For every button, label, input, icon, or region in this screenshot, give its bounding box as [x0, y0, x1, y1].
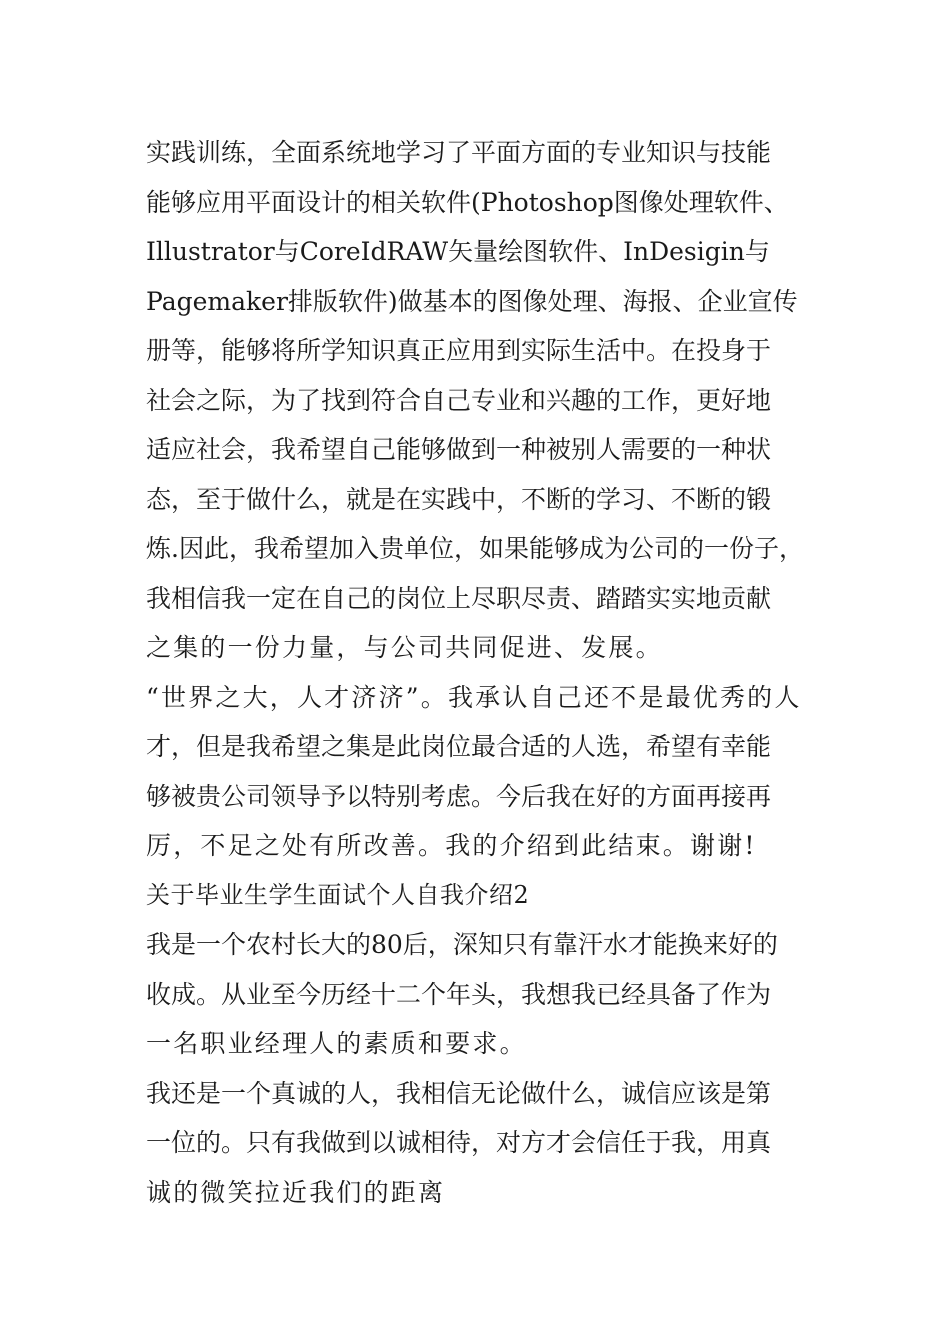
text-line: 适应社会，我希望自己能够做到一种被别人需要的一种状	[146, 435, 772, 464]
text-line: 一名职业经理人的素质和要求。	[146, 1029, 527, 1058]
text-line: 诚的微笑拉近我们的距离	[146, 1177, 446, 1207]
text-line: 之集的一份力量，与公司共同促进、发展。	[146, 633, 663, 662]
text-line: 才，但是我希望之集是此岗位最合适的人选，希望有幸能	[146, 732, 772, 761]
text-line: 我是一个农村长大的80后，深知只有靠汗水才能换来好的	[146, 930, 778, 959]
section-heading: 关于毕业生学生面试个人自我介绍2	[146, 880, 530, 909]
text-line: 社会之际，为了找到符合自己专业和兴趣的工作，更好地	[146, 385, 772, 415]
text-line: 炼.因此，我希望加入贵单位，如果能够成为公司的一份子，	[146, 534, 804, 563]
text-line: 实践训练，全面系统地学习了平面方面的专业知识与技能	[146, 138, 772, 167]
text-line: 收成。从业至今历经十二个年头，我想我已经具备了作为	[146, 979, 772, 1009]
text-line: 能够应用平面设计的相关软件(Photoshop图像处理软件、	[146, 187, 789, 217]
text-line: 厉，不足之处有所改善。我的介绍到此结束。谢谢!	[146, 831, 757, 860]
text-line: 我还是一个真诚的人，我相信无论做什么，诚信应该是第	[146, 1078, 772, 1108]
text-line: 态，至于做什么，就是在实践中，不断的学习、不断的锻	[146, 484, 772, 514]
text-line: 我相信我一定在自己的岗位上尽职尽责、踏踏实实地贡献	[146, 583, 772, 613]
document-body	[146, 128, 810, 1217]
text-line: Illustrator与CoreIdRAW矢量绘图软件、InDesigin与	[146, 237, 770, 266]
text-line: 够被贵公司领导予以特别考虑。今后我在好的方面再接再	[146, 781, 772, 811]
text-line: 册等，能够将所学知识真正应用到实际生活中。在投身于	[146, 336, 772, 365]
text-line: “世界之大，人才济济”。我承认自己还不是最优秀的人	[146, 682, 802, 712]
text-line: Pagemaker排版软件)做基本的图像处理、海报、企业宣传	[146, 286, 798, 316]
text-line: 一位的。只有我做到以诚相待，对方才会信任于我，用真	[146, 1128, 772, 1157]
